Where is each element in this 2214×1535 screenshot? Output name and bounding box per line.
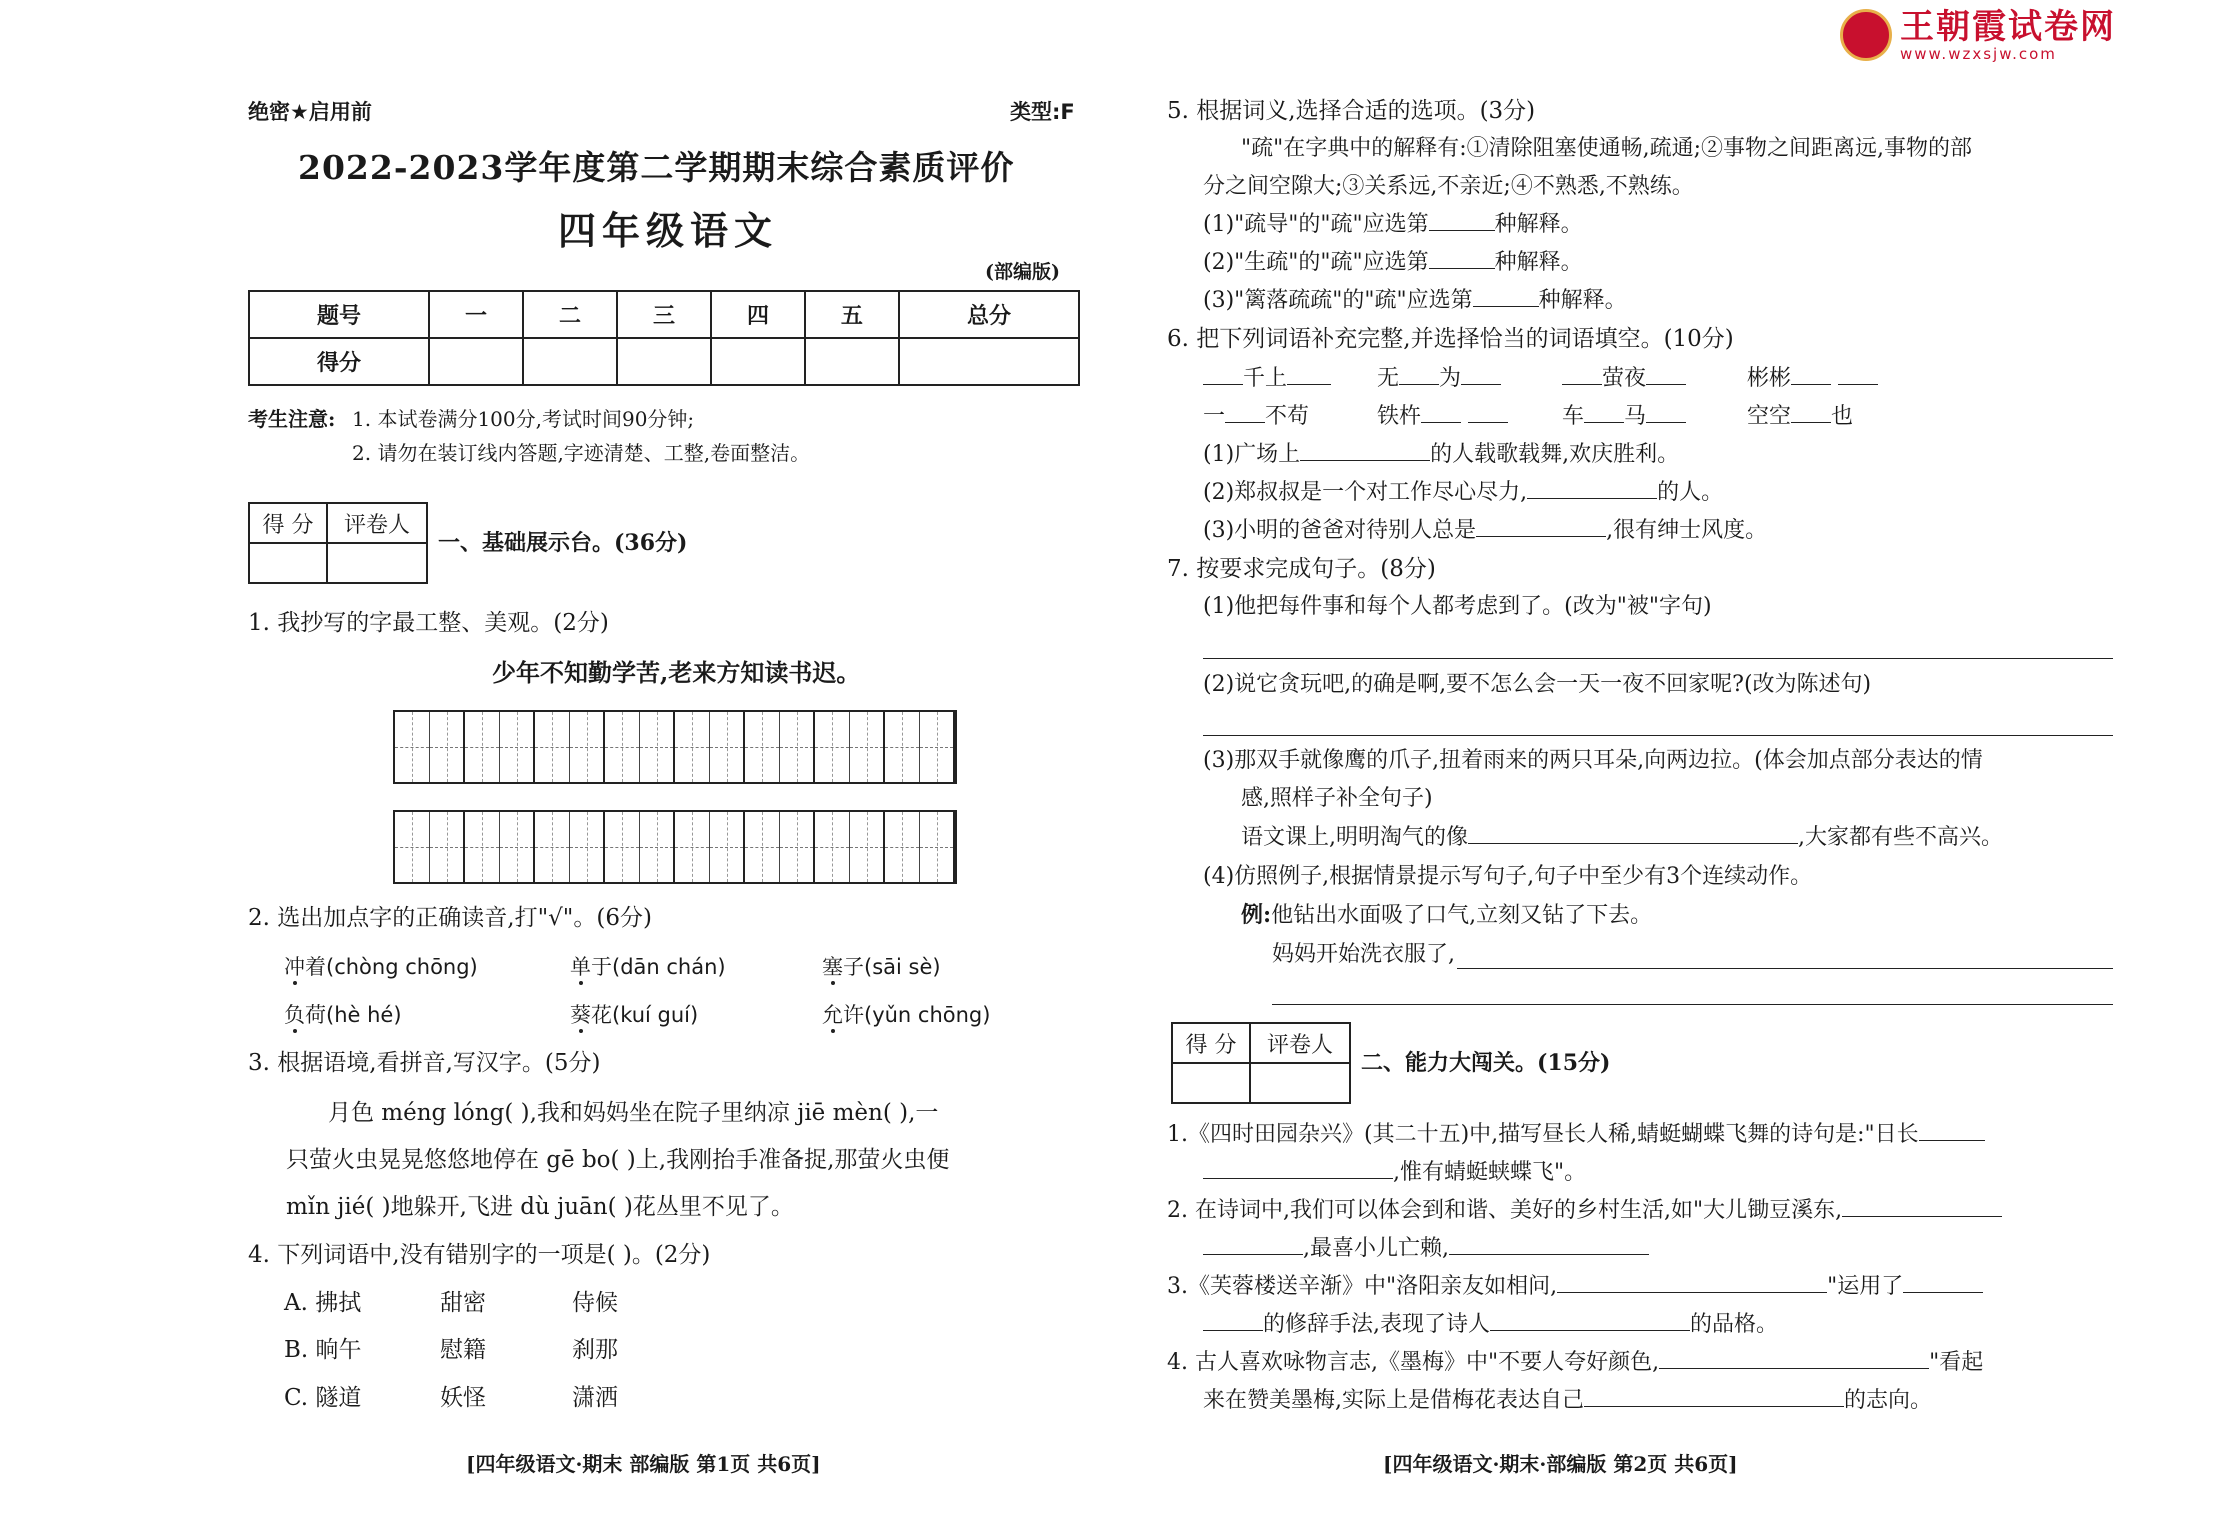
answer-blank[interactable] [1584, 1406, 1844, 1407]
grader-label: 评卷人 [327, 503, 427, 543]
notice-2: 2. 请勿在装订线内答题,字迹清楚、工整,卷面整洁。 [352, 441, 811, 465]
grader-name-cell[interactable] [1250, 1063, 1350, 1103]
q5-definition-1: "疏"在字典中的解释有:①清除阻塞使通畅,疏通;②事物之间距离远,事物的部 [1241, 136, 1973, 161]
logo-url: www.wzxsjw.com [1900, 45, 2057, 63]
poem-q3-b: 的修辞手法,表现了诗人 的品格。 [1203, 1310, 1778, 1340]
page-1-footer: [四年级语文·期末 部编版 第1页 共6页] [466, 1452, 821, 1476]
pinyin-choice[interactable]: 葵花(kuí guí) [570, 1003, 699, 1027]
score-table-header: 一 [429, 291, 523, 338]
answer-blank[interactable] [1527, 498, 1657, 499]
logo-name: 王朝霞试卷网 [1900, 7, 2116, 47]
question-3: 3. 根据语境,看拼音,写汉字。(5分) [248, 1050, 601, 1076]
option-b[interactable]: B. 晌午 [284, 1337, 362, 1363]
answer-blank[interactable] [1449, 1254, 1649, 1255]
score-table-header: 总分 [899, 291, 1079, 338]
grader-score-label: 得 分 [1172, 1023, 1250, 1063]
answer-blank[interactable] [1903, 1292, 1983, 1293]
answer-line[interactable] [1272, 1004, 2113, 1005]
score-cell[interactable] [805, 338, 899, 385]
option-c-word: 潇洒 [572, 1385, 618, 1411]
copy-sentence: 少年不知勤学苦,老来方知读书迟。 [492, 658, 861, 687]
poem-q3: 3.《芙蓉楼送辛渐》中"洛阳亲友如相问, "运用了 [1167, 1272, 1983, 1302]
pinyin-choice[interactable]: 单于(dān chán) [570, 955, 726, 979]
q3-line-1[interactable]: 月色 méng lóng( ),我和妈妈坐在院子里纳凉 jiē mèn( ),一 [328, 1100, 939, 1126]
grader-table [248, 502, 428, 584]
edition-label: (部编版) [985, 261, 1060, 283]
score-table-header: 三 [617, 291, 711, 338]
writing-grid-1[interactable] [393, 710, 957, 784]
poem-q2-b: ,最喜小儿亡赖, [1203, 1234, 1649, 1264]
poem-q1: 1.《四时田园杂兴》(其二十五)中,描写昼长人稀,蜻蜓蝴蝶飞舞的诗句是:"日长 [1167, 1120, 1985, 1150]
idiom-fill[interactable]: 铁杵 [1377, 402, 1508, 432]
q5-definition-2: 分之间空隙大;③关系远,不亲近;④不熟悉,不熟练。 [1203, 174, 1694, 199]
poem-q4: 4. 古人喜欢咏物言志,《墨梅》中"不要人夸好颜色, "看起 [1167, 1350, 1984, 1375]
q7-4: (4)仿照例子,根据情景提示写句子,句子中至少有3个连续动作。 [1203, 864, 1813, 889]
idiom-fill[interactable]: 萤夜 [1562, 364, 1686, 394]
writing-grid-2[interactable] [393, 810, 957, 884]
grader-label: 评卷人 [1250, 1023, 1350, 1063]
answer-blank[interactable] [1468, 843, 1798, 844]
q3-line-2[interactable]: 只萤火虫晃晃悠悠地停在 gē bo( )上,我刚抬手准备捉,那萤火虫便 [286, 1147, 950, 1173]
section-1-heading: 一、基础展示台。(36分) [438, 530, 688, 556]
option-b-word: 慰籍 [440, 1337, 486, 1363]
option-a-word: 侍候 [572, 1290, 618, 1316]
answer-blank[interactable] [1659, 1368, 1929, 1369]
notice-1: 1. 本试卷满分100分,考试时间90分钟; [352, 407, 695, 431]
idiom-fill[interactable]: 车 马 [1562, 402, 1686, 432]
q3-line-3[interactable]: mǐn jié( )地躲开,飞进 dù juān( )花丛里不见了。 [286, 1194, 794, 1220]
page-2-footer: [四年级语文·期末·部编版 第2页 共6页] [1383, 1452, 1738, 1476]
type-label: 类型:F [1010, 100, 1075, 124]
q7-4-prompt: 妈妈开始洗衣服了, [1272, 942, 1455, 967]
q5-item: (2)"生疏"的"疏"应选第 种解释。 [1203, 250, 1583, 275]
answer-line[interactable] [1203, 658, 2113, 659]
score-table-header: 四 [711, 291, 805, 338]
score-row-label: 得分 [249, 338, 429, 385]
q7-4-example: 例:他钻出水面吸了口气,立刻又钻了下去。 [1241, 902, 1653, 928]
answer-blank[interactable] [1429, 230, 1495, 231]
option-b-word: 刹那 [572, 1337, 618, 1363]
q6-item: (2)郑叔叔是一个对工作尽心尽力, 的人。 [1203, 480, 1724, 505]
grader-score-cell[interactable] [249, 543, 327, 583]
secret-label: 绝密★启用前 [248, 100, 372, 124]
q7-3b: 感,照样子补全句子) [1241, 786, 1433, 811]
page-2 [1107, 0, 2214, 1535]
question-5: 5. 根据词义,选择合适的选项。(3分) [1167, 98, 1536, 124]
option-c[interactable]: C. 隧道 [284, 1385, 362, 1411]
answer-line[interactable] [1203, 735, 2113, 736]
question-7: 7. 按要求完成句子。(8分) [1167, 556, 1436, 582]
score-cell[interactable] [429, 338, 523, 385]
answer-blank[interactable] [1476, 536, 1606, 537]
answer-blank[interactable] [1203, 1254, 1303, 1255]
notice-label: 考生注意: [248, 407, 336, 431]
answer-blank[interactable] [1203, 1178, 1393, 1179]
q7-1: (1)他把每件事和每个人都考虑到了。(改为"被"字句) [1203, 594, 1712, 619]
idiom-fill[interactable]: 一 不苟 [1203, 404, 1310, 429]
idiom-fill[interactable]: 无 为 [1377, 364, 1501, 394]
answer-line[interactable] [1457, 968, 2113, 969]
question-4: 4. 下列词语中,没有错别字的一项是( )。(2分) [248, 1242, 711, 1268]
option-a-word: 甜密 [440, 1290, 486, 1316]
poem-q4-b: 来在赞美墨梅,实际上是借梅花表达自己 的志向。 [1203, 1388, 1933, 1413]
poem-q1-b: ,惟有蜻蜓蛱蝶飞"。 [1203, 1158, 1586, 1188]
q6-item: (3)小明的爸爸对待别人总是 ,很有绅士风度。 [1203, 518, 1768, 543]
option-c-word: 妖怪 [440, 1385, 486, 1411]
answer-blank[interactable] [1429, 268, 1495, 269]
exam-title: 2022-2023学年度第二学期期末综合素质评价 [298, 148, 1015, 187]
poem-q2: 2. 在诗词中,我们可以体会到和谐、美好的乡村生活,如"大儿锄豆溪东, [1167, 1196, 2002, 1226]
answer-blank[interactable] [1473, 306, 1539, 307]
q5-item: (1)"疏导"的"疏"应选第 种解释。 [1203, 212, 1583, 237]
answer-blank[interactable] [1490, 1330, 1690, 1331]
grader-table [1171, 1022, 1351, 1104]
q7-3a: (3)那双手就像鹰的爪子,扭着雨来的两只耳朵,向两边拉。(体会加点部分表达的情 [1203, 748, 1983, 773]
answer-blank[interactable] [1919, 1140, 1985, 1141]
answer-blank[interactable] [1300, 460, 1430, 461]
score-table [248, 290, 1080, 386]
q7-3c: 语文课上,明明淘气的像 ,大家都有些不高兴。 [1241, 825, 2003, 850]
question-2: 2. 选出加点字的正确读音,打"√"。(6分) [248, 905, 652, 931]
q7-2: (2)说它贪玩吧,的确是啊,要不怎么会一天一夜不回家呢?(改为陈述句) [1203, 672, 1872, 697]
idiom-fill[interactable]: 彬彬 [1747, 364, 1878, 394]
pinyin-choice[interactable]: 负荷(hè hé) [284, 1003, 402, 1027]
grader-score-cell[interactable] [1172, 1063, 1250, 1103]
grader-score-label: 得 分 [249, 503, 327, 543]
grader-name-cell[interactable] [327, 543, 427, 583]
question-6: 6. 把下列词语补充完整,并选择恰当的词语填空。(10分) [1167, 326, 1734, 352]
q6-item: (1)广场上 的人载歌载舞,欢庆胜利。 [1203, 442, 1680, 467]
q5-item: (3)"篱落疏疏"的"疏"应选第 种解释。 [1203, 288, 1627, 313]
score-table-header: 五 [805, 291, 899, 338]
pinyin-choice[interactable]: 冲着(chòng chōng) [284, 955, 478, 979]
option-a[interactable]: A. 拂拭 [284, 1290, 362, 1316]
question-1: 1. 我抄写的字最工整、美观。(2分) [248, 610, 609, 636]
subject-title: 四年级语文 [558, 208, 779, 253]
pinyin-choice[interactable]: 允许(yǔn chōng) [822, 1003, 991, 1027]
score-table-header: 二 [523, 291, 617, 338]
idiom-fill[interactable]: 千上 [1203, 364, 1331, 394]
answer-blank[interactable] [1557, 1292, 1827, 1293]
score-cell[interactable] [523, 338, 617, 385]
answer-blank[interactable] [1842, 1216, 2002, 1217]
score-cell[interactable] [899, 338, 1079, 385]
score-cell[interactable] [711, 338, 805, 385]
score-cell[interactable] [617, 338, 711, 385]
section-2-heading: 二、能力大闯关。(15分) [1361, 1050, 1611, 1076]
score-table-header: 题号 [249, 291, 429, 338]
idiom-fill[interactable]: 空空 也 [1747, 404, 1854, 429]
answer-blank[interactable] [1203, 1330, 1263, 1331]
pinyin-choice[interactable]: 塞子(sāi sè) [822, 955, 941, 979]
